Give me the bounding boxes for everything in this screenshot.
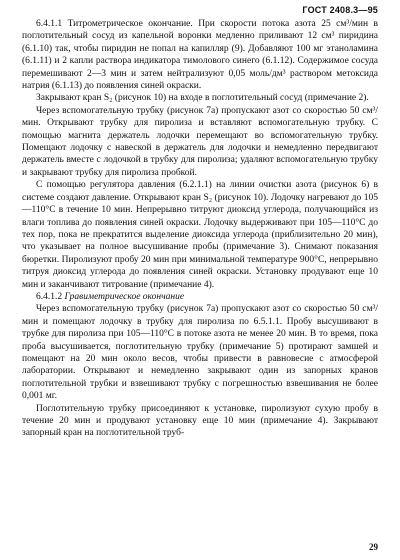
standard-header: ГОСТ 2408.3—95 — [302, 5, 378, 15]
paragraph-gravimetric: Через вспомогательную трубку (рисунок 7а) пропускают азот со скоростью 50 см³/мин и помещают лодочку в трубку для пиролиза по 6.5.1.1. Пробу высушивают в трубке для пиролиза при 105—110°С в потоке азота не менее 20 мин. В то время, пока проба высушивается, поглотительную трубку (примечание 5) протирают замшей и помещают на 20 мин около весов, чтобы привести в равновесие с атмосферой лаборатории. Открывают и немедленно закрывают один из запорных кранов поглотительной трубки и взвешивают трубку с погрешностью взвешивания не более 0,001 мг. — [22, 304, 378, 402]
subsection-number: 6.4.1.2 — [36, 291, 63, 302]
page-number: 29 — [369, 542, 378, 552]
subsection-title: Гравиметрическое окончание — [64, 291, 185, 302]
document-body — [22, 18, 378, 440]
paragraph-absorption-tube: Поглотительную трубку присоединяют к установке, пиролизуют сухую пробу в течение 20 мин и продувают установку еще 10 мин (примечание 4). Закрывают запорный кран на поглотительной труб- — [22, 403, 378, 439]
paragraph-pressure-regulator: С помощью регулятора давления (6.2.1.1) на линии очистки азота (рисунок 6) в системе создают давление. Открывают кран S₂ (рисунок 10). Лодочку нагревают до 105—110°С в течение 10 мин. Непрерывно титруют диоксид углерода, получающийся из влаги топлива до появления синей окраски. Лодочку выдерживают при 105—110°С до тех пор, пока не прекратится выделение диоксида углерода (приблизительно 20 мин), что указывает на полное высушивание пробы (примечание 3). Снимают показания бюретки. Пиролизуют пробу 20 мин при минимальной температуре 900°С, непрерывно титруя диоксид углерода до появления синей окраски. Установку продувают еще 10 мин и заканчивают титрование (примечание 4). — [22, 180, 378, 290]
paragraph-auxiliary-tube: Через вспомогательную трубку (рисунок 7а) пропускают азот со скоростью 50 см³/мин. Открывают трубку для пиролиза и вставляют вспомогательную трубку. С помощью магнита держатель лодочки перемещают во вспомогательную трубку. Помещают лодочку с навеской в держатель для лодочки и немедленно передвигают держатель вместе с лодочкой в трубку для пиролиза; удаляют вспомогательную трубку и закрывают трубку для пиролиза пробкой. — [22, 105, 378, 178]
paragraph-close-valve: Закрывают кран S₂ (рисунок 10) на входе в поглотительный сосуд (примечание 2). — [36, 93, 369, 104]
subsection-heading — [22, 291, 378, 303]
paragraph-titrometric: 6.4.1.1 Титрометрическое окончание. При скорости потока азота 25 см³/мин в поглотительный сосуд из капельной воронки медленно приливают 12 см³ пиридина (6.1.10) так, чтобы пиридин не попал на капилляр (9). Добавляют 100 мг этаноламина (6.1.11) и 2 капли раствора индикатора тимолового синего (6.1.12). Содержимое сосуда перемешивают 2—3 мин и затем нейтрализуют 0,05 моль/дм³ раствором метоксида натрия (6.1.13) до появления синей окраски. — [22, 19, 378, 92]
